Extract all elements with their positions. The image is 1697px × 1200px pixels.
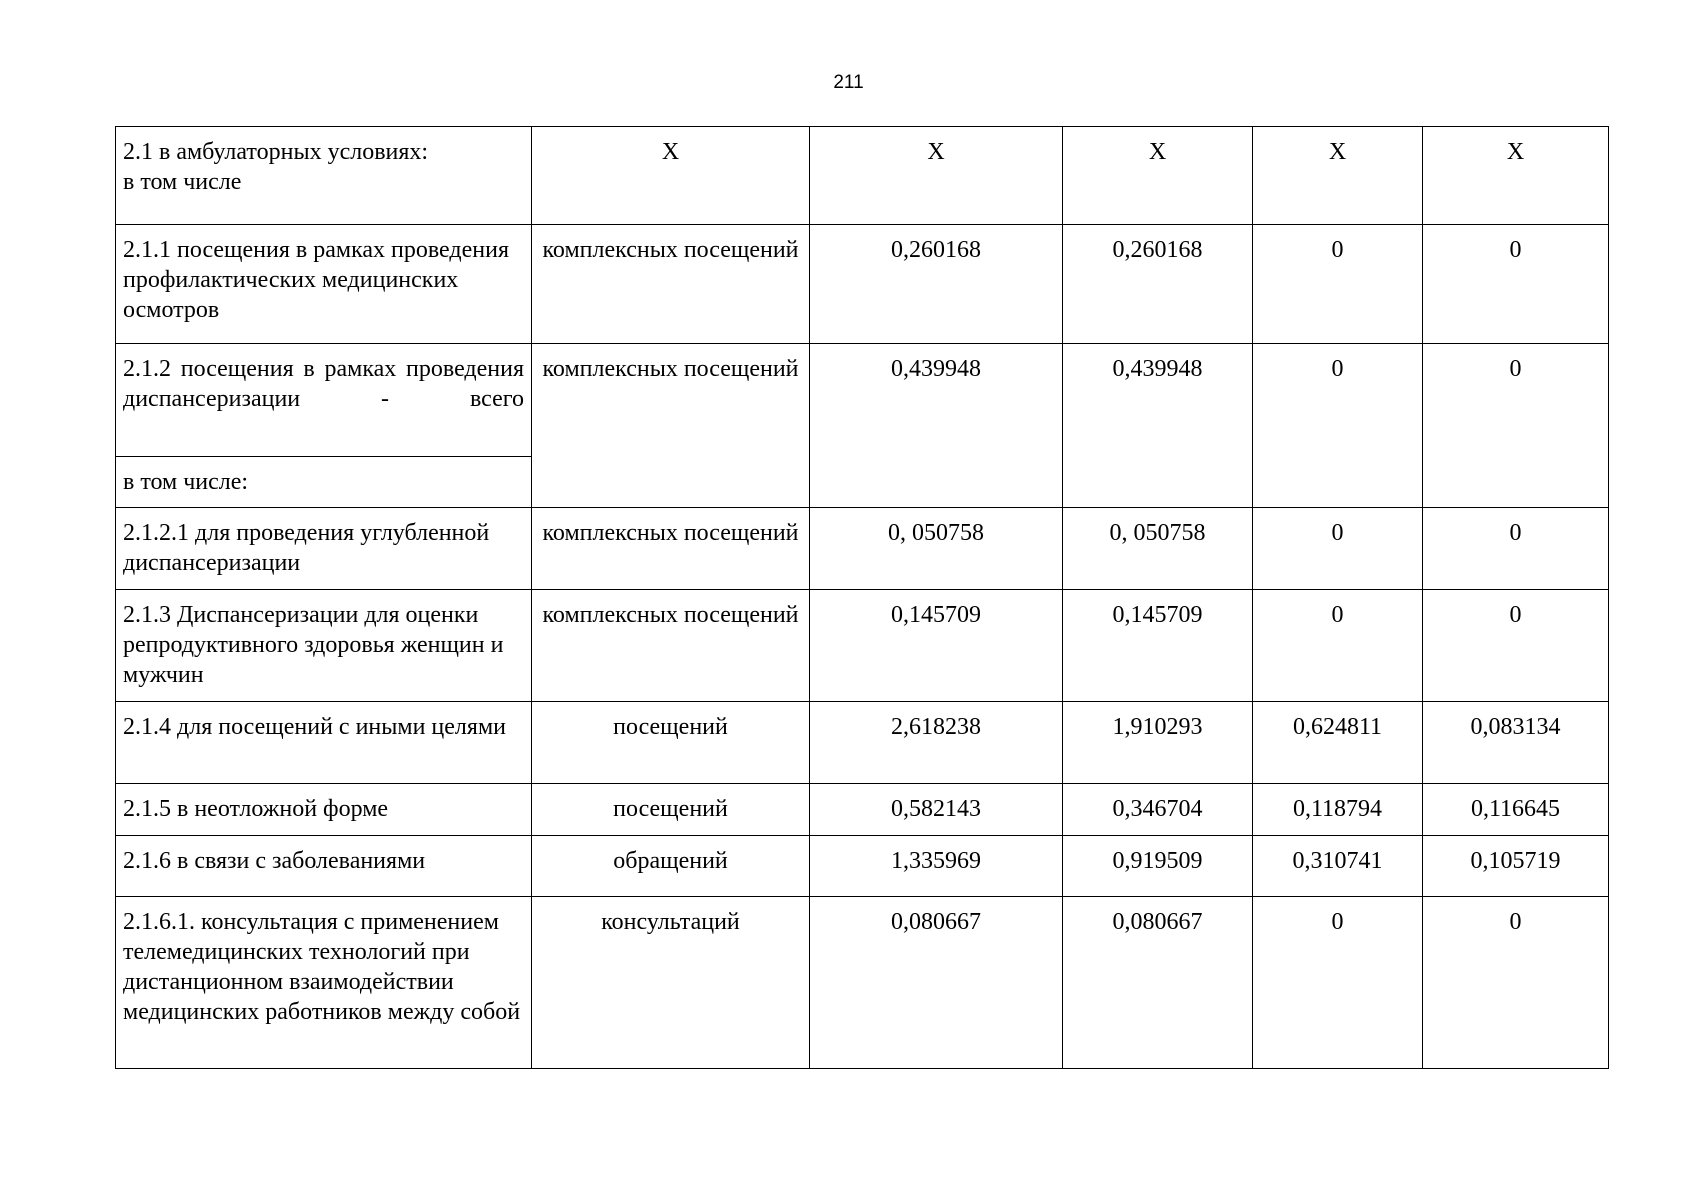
value-cell: 0,919509	[1063, 836, 1253, 897]
unit-cell: X	[532, 127, 810, 225]
table-row	[116, 836, 1609, 897]
value-cell: 0	[1253, 508, 1423, 590]
row-name-cell: 2.1.6.1. консультация с применением телемедицинских технологий при дистанционном взаимодействии медицинских работников между собой	[116, 897, 532, 1069]
table-row	[116, 508, 1609, 590]
value-cell: 0,624811	[1253, 702, 1423, 784]
value-cell: 0,145709	[810, 590, 1063, 702]
table-row	[116, 225, 1609, 344]
unit-cell: посещений	[532, 784, 810, 836]
table-row	[116, 702, 1609, 784]
value-cell: 1,335969	[810, 836, 1063, 897]
data-table	[115, 126, 1609, 1069]
unit-cell: комплексных посещений	[532, 590, 810, 702]
unit-cell: консультаций	[532, 897, 810, 1069]
value-cell: X	[1063, 127, 1253, 225]
unit-cell: обращений	[532, 836, 810, 897]
row-name-cell: 2.1.1 посещения в рамках проведения профилактических медицинских осмотров	[116, 225, 532, 344]
value-cell: 1,910293	[1063, 702, 1253, 784]
value-cell: 0,346704	[1063, 784, 1253, 836]
value-cell: 0,310741	[1253, 836, 1423, 897]
table-row	[116, 784, 1609, 836]
unit-cell: комплексных посещений	[532, 508, 810, 590]
value-cell: 0,116645	[1423, 784, 1609, 836]
table-row	[116, 344, 1609, 457]
value-cell: 0	[1423, 508, 1609, 590]
row-name-cell: в том числе:	[116, 457, 532, 508]
value-cell: X	[810, 127, 1063, 225]
row-name-line: 2.1 в амбулаторных условиях:	[123, 139, 429, 165]
value-cell: 0,080667	[810, 897, 1063, 1069]
value-cell: 0	[1253, 344, 1423, 508]
unit-cell: посещений	[532, 702, 810, 784]
row-name-cell: 2.1.6 в связи с заболеваниями	[116, 836, 532, 897]
unit-cell: комплексных посещений	[532, 225, 810, 344]
table-row	[116, 127, 1609, 225]
value-cell: 0,080667	[1063, 897, 1253, 1069]
value-cell: 0, 050758	[810, 508, 1063, 590]
value-cell: 2,618238	[810, 702, 1063, 784]
table-row	[116, 590, 1609, 702]
row-name-line: в том числе	[123, 169, 242, 195]
page-number: 211	[833, 72, 864, 93]
value-cell: 0,439948	[810, 344, 1063, 508]
value-cell: 0,582143	[810, 784, 1063, 836]
value-cell: X	[1253, 127, 1423, 225]
table-row	[116, 897, 1609, 1069]
row-name-cell: 2.1.3 Диспансеризации для оценки репродуктивного здоровья женщин и мужчин	[116, 590, 532, 702]
value-cell: 0,105719	[1423, 836, 1609, 897]
row-name-cell	[116, 127, 532, 225]
value-cell: 0,260168	[1063, 225, 1253, 344]
value-cell: 0	[1423, 897, 1609, 1069]
unit-cell: комплексных посещений	[532, 344, 810, 508]
value-cell: 0,439948	[1063, 344, 1253, 508]
row-name-cell: 2.1.2 посещения в рамках проведения диспансеризации - всего	[116, 344, 532, 457]
row-name-cell: 2.1.2.1 для проведения углубленной диспансеризации	[116, 508, 532, 590]
value-cell: 0	[1253, 590, 1423, 702]
value-cell: 0,260168	[810, 225, 1063, 344]
value-cell: X	[1423, 127, 1609, 225]
value-cell: 0,083134	[1423, 702, 1609, 784]
value-cell: 0,145709	[1063, 590, 1253, 702]
value-cell: 0	[1253, 897, 1423, 1069]
value-cell: 0	[1253, 225, 1423, 344]
value-cell: 0	[1423, 225, 1609, 344]
value-cell: 0	[1423, 344, 1609, 508]
row-name-cell: 2.1.5 в неотложной форме	[116, 784, 532, 836]
value-cell: 0, 050758	[1063, 508, 1253, 590]
row-name-cell: 2.1.4 для посещений с иными целями	[116, 702, 532, 784]
value-cell: 0	[1423, 590, 1609, 702]
value-cell: 0,118794	[1253, 784, 1423, 836]
